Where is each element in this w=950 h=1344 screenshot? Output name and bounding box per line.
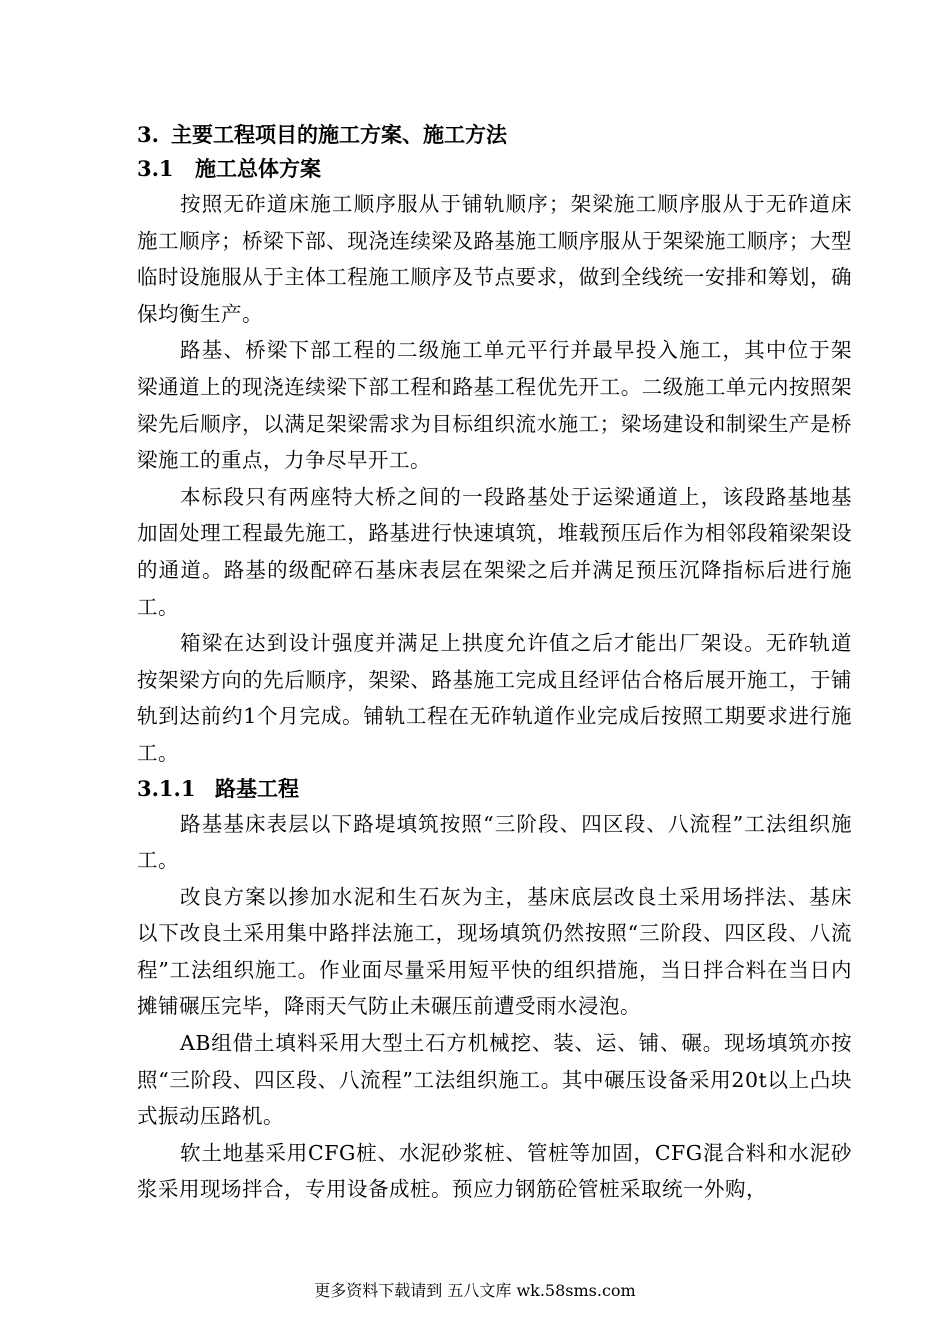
- paragraph: 箱梁在达到设计强度并满足上拱度允许值之后才能出厂架设。无砟轨道按架梁方向的先后顺序，架梁、路基施工完成且经评估合格后展开施工，于铺轨到达前约1个月完成。铺轨工程在无砟轨道作业完成后按照工期要求进行施工。: [137, 631, 852, 765]
- section-heading-3-1-1: [137, 772, 852, 806]
- heading-text: 主要工程项目的施工方案、施工方法: [171, 122, 507, 147]
- section-heading-3: [137, 118, 852, 152]
- paragraph: 路基基床表层以下路堤填筑按照“三阶段、四区段、八流程”工法组织施工。: [137, 811, 852, 873]
- paragraph: 按照无砟道床施工顺序服从于铺轨顺序；架梁施工顺序服从于无砟道床施工顺序；桥梁下部、现浇连续梁及路基施工顺序服从于架梁施工顺序；大型临时设施服从于主体工程施工顺序及节点要求，做到全线统一安排和筹划，确保均衡生产。: [137, 192, 852, 326]
- paragraph: AB组借土填料采用大型土石方机械挖、装、运、铺、碾。现场填筑亦按照“三阶段、四区段、八流程”工法组织施工。其中碾压设备采用20t以上凸块式振动压路机。: [137, 1031, 852, 1129]
- footer-note: 更多资料下载请到 五八文库 wk.58sms.com: [314, 1281, 636, 1300]
- section-heading-3-1: [137, 152, 852, 186]
- paragraph: 路基、桥梁下部工程的二级施工单元平行并最早投入施工，其中位于架梁通道上的现浇连续梁下部工程和路基工程优先开工。二级施工单元内按照架梁先后顺序，以满足架梁需求为目标组织流水施工；梁场建设和制梁生产是桥梁施工的重点，力争尽早开工。: [137, 338, 852, 473]
- heading-number: 3.: [137, 122, 159, 147]
- paragraph: 本标段只有两座特大桥之间的一段路基处于运梁通道上，该段路基地基加固处理工程最先施工，路基进行快速填筑，堆载预压后作为相邻段箱梁架设的通道。路基的级配碎石基床表层在架梁之后并满足预压沉降指标后进行施工。: [137, 484, 852, 619]
- heading-number: 3.1.1: [137, 775, 196, 801]
- heading-number: 3.1: [137, 156, 174, 181]
- paragraph: 软土地基采用CFG桩、水泥砂浆桩、管桩等加固，CFG混合料和水泥砂浆采用现场拌合，专用设备成桩。预应力钢筋砼管桩采取统一外购，: [137, 1140, 852, 1202]
- heading-text: 施工总体方案: [195, 156, 321, 181]
- paragraph: 改良方案以掺加水泥和生石灰为主，基床底层改良土采用场拌法、基床以下改良土采用集中路拌法施工，现场填筑仍然按照“三阶段、四区段、八流程”工法组织施工。作业面尽量采用短平快的组织措施，当日拌合料在当日内摊铺碾压完毕，降雨天气防止未碾压前遭受雨水浸泡。: [137, 884, 852, 1019]
- document-body: [137, 118, 852, 1208]
- heading-text: 路基工程: [215, 775, 299, 801]
